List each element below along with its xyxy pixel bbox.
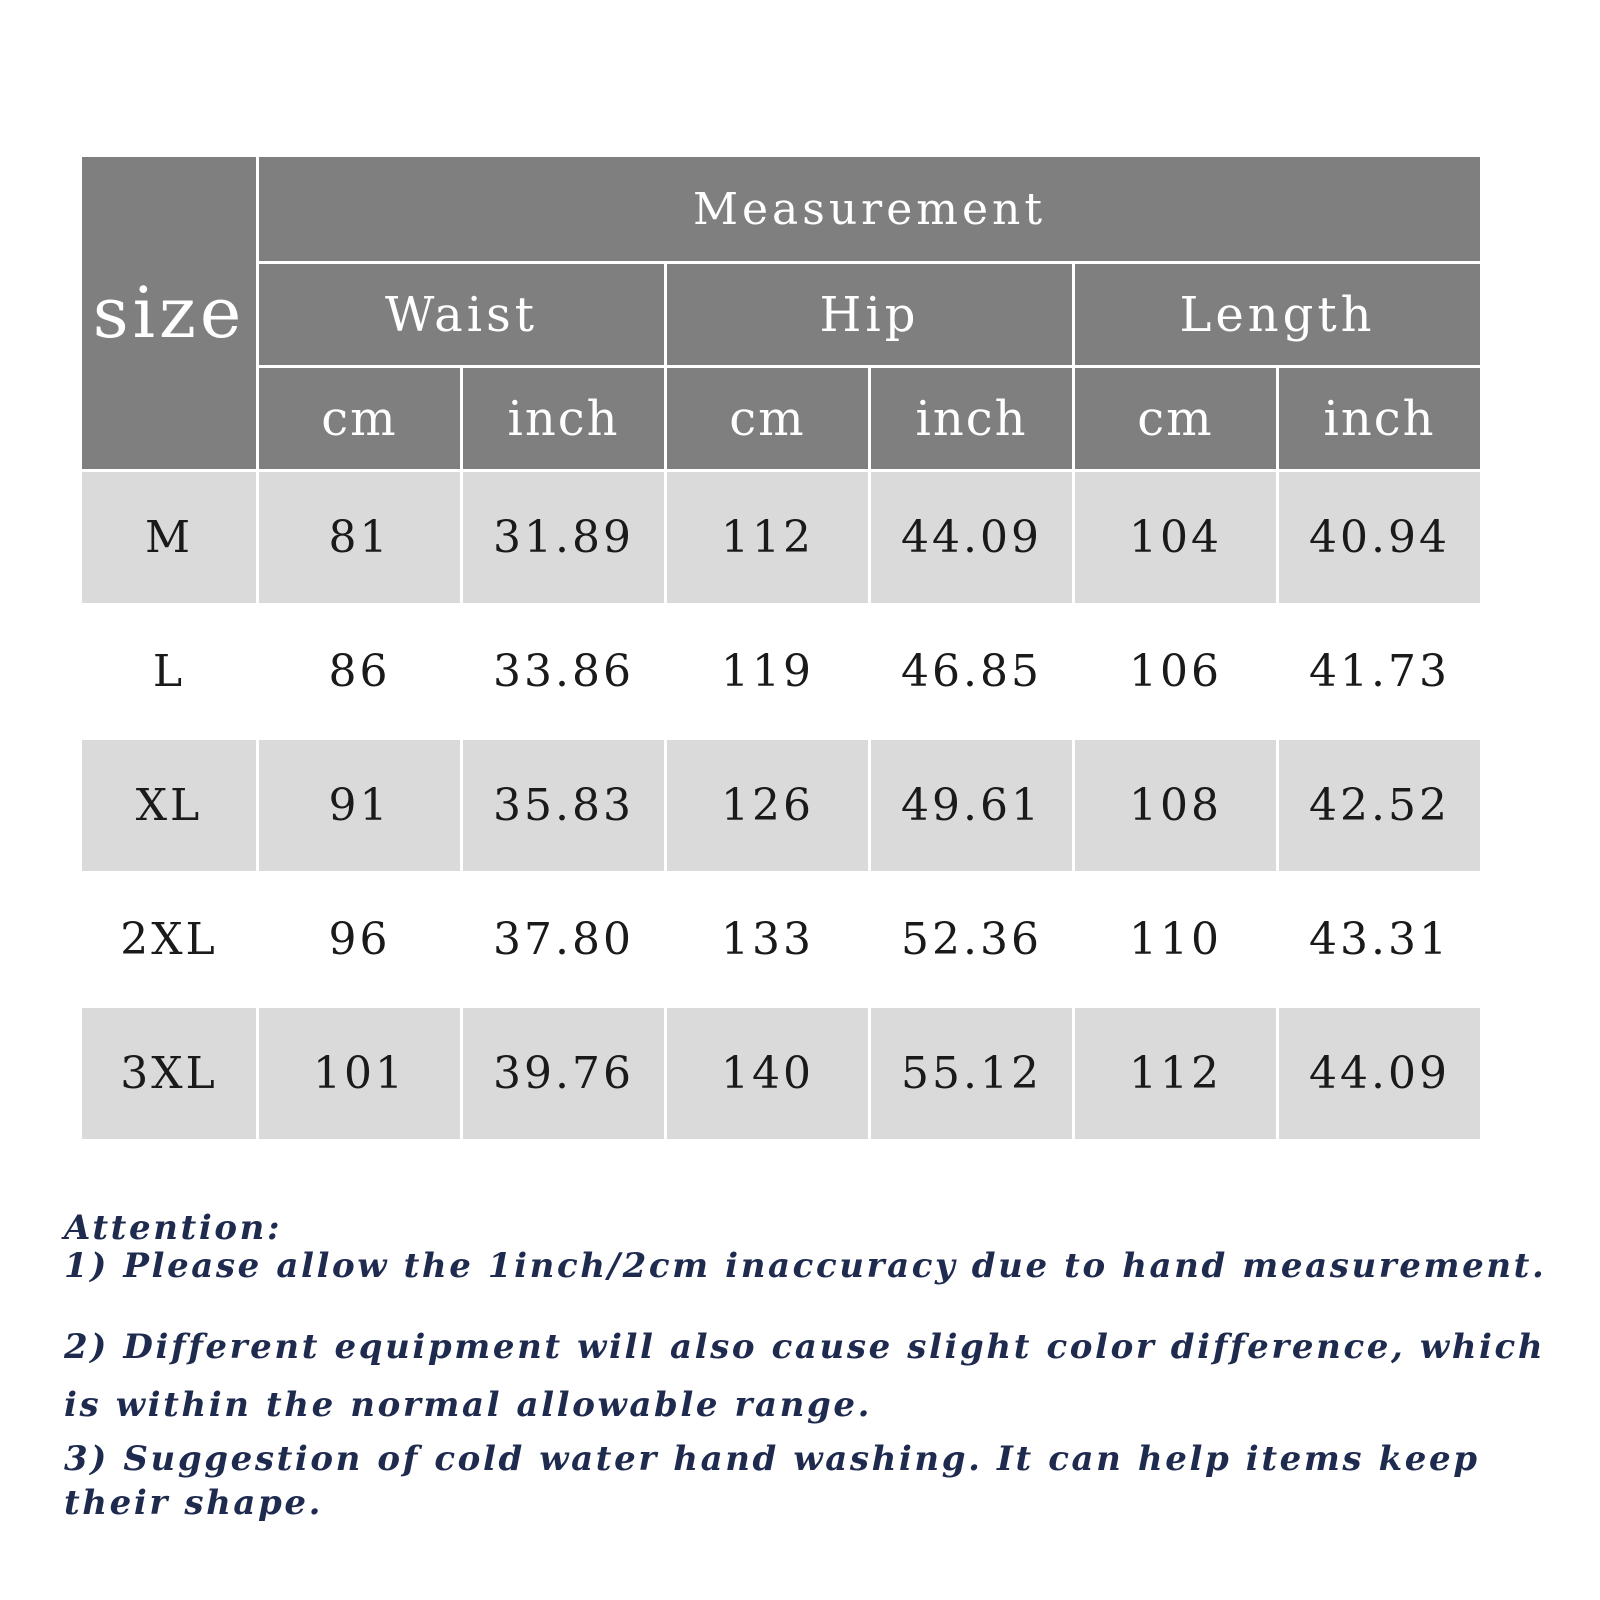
size-cell: 3XL [82,1008,256,1139]
hip-header: Hip [667,264,1072,365]
length-header: Length [1075,264,1480,365]
table-row [82,1008,1480,1139]
size-cell: M [82,472,256,603]
hip-inch-cell: 52.36 [871,874,1072,1005]
hip-inch-cell: 55.12 [871,1008,1072,1139]
length-inch-cell: 44.09 [1279,1008,1480,1139]
size-column-header: size [82,157,256,469]
length-inch-cell: 42.52 [1279,740,1480,871]
waist-header: Waist [259,264,664,365]
hip-cm-cell: 119 [667,606,868,737]
waist-cm-cell: 96 [259,874,460,1005]
waist-cm-cell: 91 [259,740,460,871]
unit-header: cm [1075,368,1276,469]
length-inch-cell: 43.31 [1279,874,1480,1005]
unit-header: cm [259,368,460,469]
note-item: 3) Suggestion of cold water hand washing. It can help items keep their shape. [64,1439,1480,1523]
waist-inch-cell: 35.83 [463,740,664,871]
note-item: 2) Different equipment will also cause slight color difference, which is within the normal allowable range. [64,1327,1546,1425]
notes-heading: Attention: [64,1208,283,1248]
hip-cm-cell: 112 [667,472,868,603]
waist-inch-cell: 39.76 [463,1008,664,1139]
hip-inch-cell: 44.09 [871,472,1072,603]
hip-cm-cell: 133 [667,874,868,1005]
size-table [79,154,1483,1142]
waist-cm-cell: 86 [259,606,460,737]
unit-header: inch [1279,368,1480,469]
length-inch-cell: 40.94 [1279,472,1480,603]
size-chart [82,157,1480,1139]
table-row [82,472,1480,603]
unit-header: cm [667,368,868,469]
size-cell: XL [82,740,256,871]
length-inch-cell: 41.73 [1279,606,1480,737]
note-item: 1) Please allow the 1inch/2cm inaccuracy due to hand measurement. [64,1246,1547,1286]
waist-cm-cell: 101 [259,1008,460,1139]
length-cm-cell: 108 [1075,740,1276,871]
hip-cm-cell: 140 [667,1008,868,1139]
length-cm-cell: 110 [1075,874,1276,1005]
length-cm-cell: 112 [1075,1008,1276,1139]
measurement-header: Measurement [259,157,1480,261]
hip-cm-cell: 126 [667,740,868,871]
unit-header: inch [463,368,664,469]
waist-inch-cell: 31.89 [463,472,664,603]
hip-inch-cell: 49.61 [871,740,1072,871]
waist-inch-cell: 33.86 [463,606,664,737]
length-cm-cell: 106 [1075,606,1276,737]
hip-inch-cell: 46.85 [871,606,1072,737]
table-row [82,874,1480,1005]
table-row [82,740,1480,871]
table-row [82,606,1480,737]
waist-cm-cell: 81 [259,472,460,603]
length-cm-cell: 104 [1075,472,1276,603]
unit-header: inch [871,368,1072,469]
waist-inch-cell: 37.80 [463,874,664,1005]
size-cell: 2XL [82,874,256,1005]
size-cell: L [82,606,256,737]
